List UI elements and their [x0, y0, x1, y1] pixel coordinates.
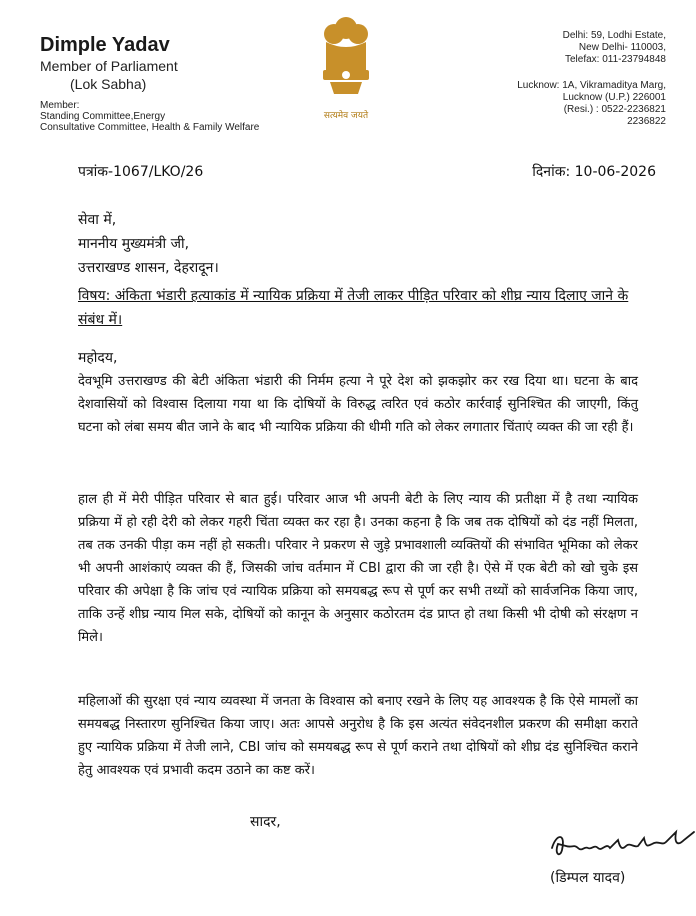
committee-line: Consultative Committee, Health & Family Welfare — [40, 122, 260, 133]
letter-reference: पत्रांक-1067/LKO/26 — [78, 164, 204, 180]
committee-membership — [40, 100, 259, 133]
committee-line: Standing Committee,Energy — [40, 111, 166, 122]
signature-icon — [548, 818, 696, 868]
national-emblem-icon — [316, 12, 376, 112]
body-paragraph: देवभूमि उत्तराखण्ड की बेटी अंकिता भंडारी की निर्मम हत्या ने पूरे देश को झकझोर कर रख दिया था। घटना के बाद देशवासियों को विश्वास दिलाया गया था कि दोषियों के विरुद्ध त्वरित एवं कठोर कार्रवाई सुनिश्चित की जाएगी, किंतु घटना को लंबा समय बीत जाने के बाद भी न्यायिक प्रक्रिया की धीमी गति को लेकर लगातार चिंताएं व्यक्त की जा रही हैं। — [78, 374, 638, 435]
closing: सादर, — [250, 814, 281, 830]
address-line: Telefax: 011-23794848 — [564, 54, 666, 65]
address-line: New Delhi- 110003, — [578, 42, 666, 53]
delhi-address — [563, 30, 666, 66]
emblem-caption: सत्यमेव जयते — [323, 111, 369, 121]
recipient-block — [78, 208, 219, 280]
sender-name: Dimple Yadav — [40, 34, 170, 56]
letter-subject — [78, 284, 638, 332]
signatory-name: (डिम्पल यादव) — [550, 870, 626, 886]
address-line: (Resi.) : 0522-2236821 — [563, 104, 666, 115]
subject-text: विषय: अंकिता भंडारी हत्याकांड में न्यायिक प्रक्रिया में तेजी लाकर पीड़ित परिवार को शीघ्र न्याय दिलाए जाने के संबंध में। — [78, 288, 629, 328]
recipient-line: माननीय मुख्यमंत्री जी, — [78, 236, 190, 252]
address-line: 2236822 — [627, 116, 666, 127]
lucknow-address — [517, 80, 666, 128]
address-line: Delhi: 59, Lodhi Estate, — [562, 30, 666, 41]
body-paragraph: हाल ही में मेरी पीड़ित परिवार से बात हुई। परिवार आज भी अपनी बेटी के लिए न्याय की प्रतीक्षा में है तथा न्यायिक प्रक्रिया में हो रही देरी को लेकर गहरी चिंता व्यक्त कर रहा है। उनका कहना है कि जब तक दोषियों को दंड नहीं मिलता, तब तक उनकी पीड़ा कम नहीं हो सकती। परिवार ने प्रकरण से जुड़े प्रभावशाली व्यक्तियों की संभावित भूमिका को लेकर भी अपनी आशंकाएं व्यक्त की हैं, जिसकी जांच वर्तमान में CBI द्वारा की जा रही है। ऐसे में एक बेटी को खो चुके इस परिवार की अपेक्षा है कि जांच एवं न्यायिक प्रक्रिया को समयबद्ध रूप से पूर्ण कर सभी तथ्यों को सार्वजनिक किया जाए, ताकि उन्हें शीघ्र न्याय मिल सके, दोषियों को कानून के अनुसार कठोरतम दंड प्राप्त हो तथा किसी भी दोषी को संरक्षण न मिले। — [78, 492, 638, 645]
letter-date: दिनांक: 10-06-2026 — [532, 164, 656, 180]
recipient-line: उत्तराखण्ड शासन, देहरादून। — [78, 260, 219, 276]
committee-line: Member: — [40, 100, 80, 111]
address-line: Lucknow (U.P.) 226001 — [562, 92, 666, 103]
sender-house: (Lok Sabha) — [70, 76, 147, 92]
recipient-line: सेवा में, — [78, 212, 117, 228]
sender-title: Member of Parliament — [40, 58, 178, 74]
address-line: Lucknow: 1A, Vikramaditya Marg, — [517, 80, 666, 91]
body-paragraph: महिलाओं की सुरक्षा एवं न्याय व्यवस्था में जनता के विश्वास को बनाए रखने के लिए यह आवश्यक है कि ऐसे मामलों का समयबद्ध निस्तारण सुनिश्चित किया जाए। अतः आपसे अनुरोध है कि इस अत्यंत संवेदनशील प्रकरण की समीक्षा कराते हुए न्यायिक प्रक्रिया में तेजी लाने, CBI जांच को समयबद्ध रूप से पूर्ण कराने तथा दोषियों को शीघ्र दंड सुनिश्चित कराने हेतु आवश्यक एवं प्रभावी कदम उठाने का कष्ट करें। — [78, 694, 638, 778]
salutation: महोदय, — [78, 350, 118, 366]
